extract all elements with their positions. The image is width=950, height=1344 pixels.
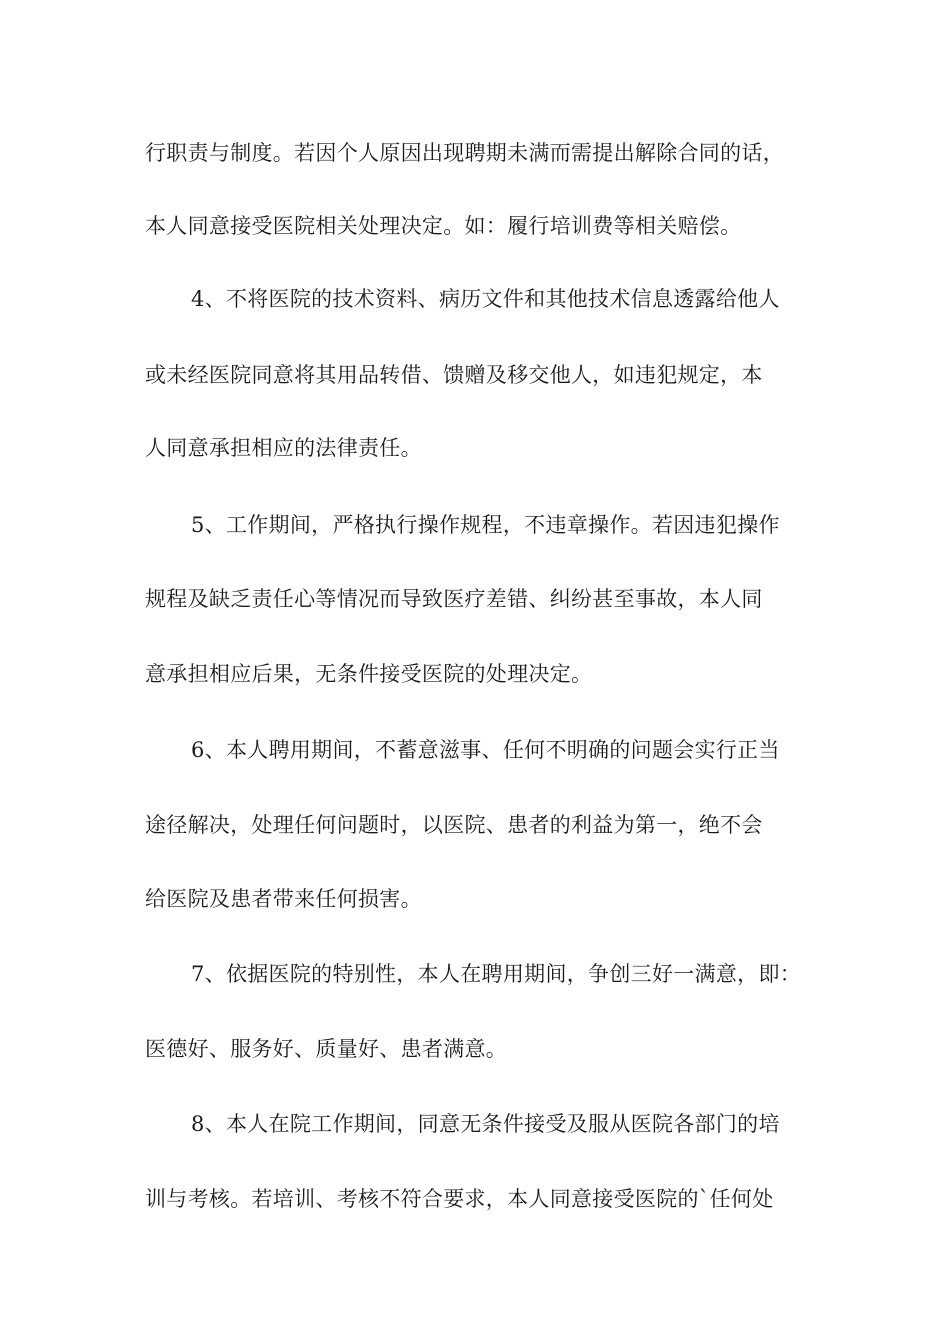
text-line: 意承担相应后果，无条件接受医院的处理决定。 bbox=[145, 662, 593, 686]
text-line: 医德好、服务好、质量好、患者满意。 bbox=[145, 1037, 508, 1061]
text-line: 人同意承担相应的法律责任。 bbox=[145, 436, 422, 460]
text-line: 4、不将医院的技术资料、病历文件和其他技术信息透露给他人 bbox=[191, 287, 780, 311]
text-line: 训与考核。若培训、考核不符合要求，本人同意接受医院的`任何处 bbox=[145, 1187, 774, 1211]
text-line: 8、本人在院工作期间，同意无条件接受及服从医院各部门的培 bbox=[191, 1112, 780, 1136]
text-line: 行职责与制度。若因个人原因出现聘期未满而需提出解除合同的话， bbox=[145, 141, 784, 165]
text-line: 规程及缺乏责任心等情况而导致医疗差错、纠纷甚至事故，本人同 bbox=[145, 587, 763, 611]
text-line: 7、依据医院的特别性，本人在聘用期间，争创三好一满意，即： bbox=[191, 962, 802, 986]
text-line: 6、本人聘用期间，不蓄意滋事、任何不明确的问题会实行正当 bbox=[191, 738, 780, 762]
text-line: 5、工作期间，严格执行操作规程，不违章操作。若因违犯操作 bbox=[191, 513, 780, 537]
text-line: 途径解决，处理任何问题时，以医院、患者的利益为第一，绝不会 bbox=[145, 813, 763, 837]
text-line: 本人同意接受医院相关处理决定。如：履行培训费等相关赔偿。 bbox=[145, 214, 742, 238]
text-line: 或未经医院同意将其用品转借、馈赠及移交他人，如违犯规定，本 bbox=[145, 363, 763, 387]
text-line: 给医院及患者带来任何损害。 bbox=[145, 887, 422, 911]
